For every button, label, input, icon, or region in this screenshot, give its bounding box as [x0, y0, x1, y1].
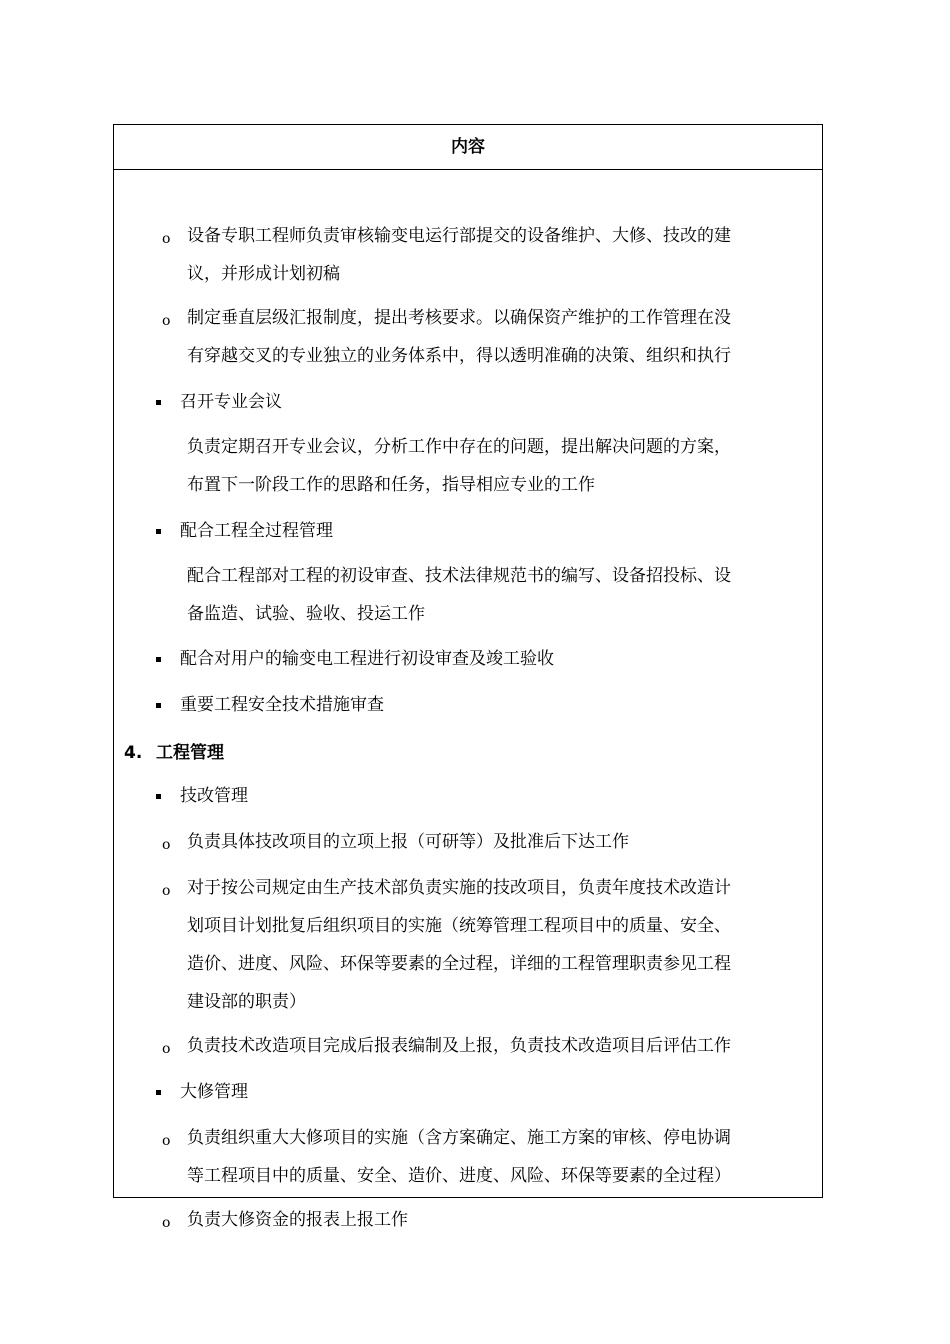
content-table [113, 124, 823, 1231]
list-item-line: 划项目计划批复后组织项目的实施（统筹管理工程项目中的质量、安全、 [187, 916, 731, 936]
subsection-title: 配合对用户的输变电工程进行初设审查及竣工验收 [180, 649, 554, 669]
paragraph-line: 布置下一阶段工作的思路和任务，指导相应专业的工作 [187, 475, 595, 495]
subsection-title: 重要工程安全技术措施审查 [180, 695, 384, 715]
square-bullet-icon [156, 529, 161, 534]
circle-bullet-icon: o [162, 883, 171, 899]
paragraph-line: 配合工程部对工程的初设审查、技术法律规范书的编写、设备招投标、设 [187, 566, 731, 586]
paragraph-line: 负责定期召开专业会议，分析工作中存在的问题，提出解决问题的方案， [187, 437, 731, 457]
list-item-line: 负责大修资金的报表上报工作 [187, 1210, 408, 1230]
square-bullet-icon [156, 657, 161, 662]
list-item-line: 负责组织重大大修项目的实施（含方案确定、施工方案的审核、停电协调 [187, 1128, 731, 1148]
circle-bullet-icon: o [162, 1133, 171, 1149]
list-item-line: 建设部的职责） [187, 992, 306, 1012]
subsection-title: 配合工程全过程管理 [180, 521, 333, 541]
square-bullet-icon [156, 400, 161, 405]
subsection-title: 大修管理 [180, 1082, 248, 1102]
circle-bullet-icon: o [162, 231, 171, 247]
circle-bullet-icon: o [162, 313, 171, 329]
subsection-title: 技改管理 [180, 786, 248, 806]
paragraph-line: 备监造、试验、验收、投运工作 [187, 604, 425, 624]
table-header: 内容 [114, 125, 822, 170]
list-item-line: 负责技术改造项目完成后报表编制及上报，负责技术改造项目后评估工作 [187, 1036, 731, 1056]
list-item-line: 设备专职工程师负责审核输变电运行部提交的设备维护、大修、技改的建 [187, 226, 731, 246]
list-item-line: 负责具体技改项目的立项上报（可研等）及批准后下达工作 [187, 832, 629, 852]
section-title: 工程管理 [156, 743, 224, 763]
circle-bullet-icon: o [162, 1041, 171, 1057]
square-bullet-icon [156, 1090, 161, 1095]
square-bullet-icon [156, 703, 161, 708]
list-item-line: 制定垂直层级汇报制度，提出考核要求。以确保资产维护的工作管理在没 [187, 308, 731, 328]
list-item-line: 对于按公司规定由生产技术部负责实施的技改项目，负责年度技术改造计 [187, 878, 731, 898]
list-item-line: 有穿越交叉的专业独立的业务体系中，得以透明准确的决策、组织和执行 [187, 346, 731, 366]
circle-bullet-icon: o [162, 1215, 171, 1231]
list-item-line: 议，并形成计划初稿 [187, 264, 340, 284]
subsection-title: 召开专业会议 [180, 392, 282, 412]
list-item-line: 等工程项目中的质量、安全、造价、进度、风险、环保等要素的全过程） [187, 1166, 731, 1186]
list-item-line: 造价、进度、风险、环保等要素的全过程，详细的工程管理职责参见工程 [187, 954, 731, 974]
section-number: 4. [124, 743, 143, 763]
circle-bullet-icon: o [162, 837, 171, 853]
square-bullet-icon [156, 794, 161, 799]
